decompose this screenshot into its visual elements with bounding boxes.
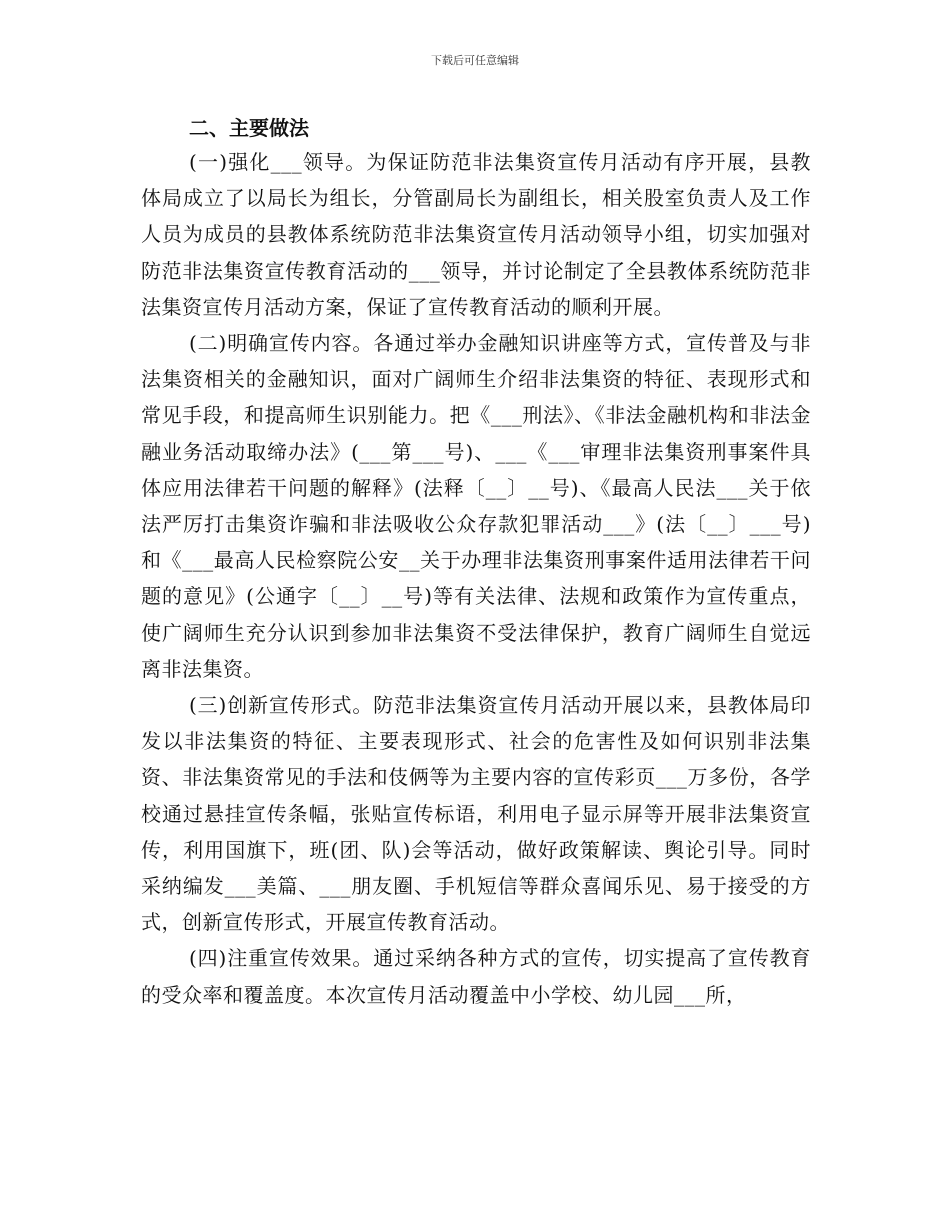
page-header: 下载后可任意编辑 xyxy=(431,54,519,67)
paragraph-4: (四)注重宣传效果。通过采纳各种方式的宣传，切实提高了宣传教育的受众率和覆盖度。本次宣传月活动覆盖中小学校、幼儿园___所， xyxy=(141,946,811,1007)
paragraph-3: (三)创新宣传形式。防范非法集资宣传月活动开展以来，县教体局印发以非法集资的特征、主要表现形式、社会的危害性及如何识别非法集资、非法集资常见的手法和伎俩等为主要内容的宣传彩页___万多份，各学校通过悬挂宣传条幅，张贴宣传标语，利用电子显示屏等开展非法集资宣传，利用国旗下，班(团、队)会等活动，做好政策解读、舆论引导。同时采纳编发___美篇、___朋友圈、手机短信等群众喜闻乐见、易于接受的方式，创新宣传形式，开展宣传教育活动。 xyxy=(141,693,811,935)
paragraph-2: (二)明确宣传内容。各通过举办金融知识讲座等方式，宣传普及与非法集资相关的金融知识，面对广阔师生介绍非法集资的特征、表现形式和常见手段，和提高师生识别能力。把《___刑法》、《非法金融机构和非法金融业务活动取缔办法》(___第___号)、___《___审理非法集资刑事案件具体应用法律若干问题的解释》(法释〔__〕__号)、《最高人民法___关于依法严厉打击集资诈骗和非法吸收公众存款犯罪活动___》(法〔__〕___号)和《___最高人民检察院公安__关于办理非法集资刑事案件适用法律若干问题的意见》(公通字〔__〕__号)等有关法律、法规和政策作为宣传重点，使广阔师生充分认识到参加非法集资不受法律保护，教育广阔师生自觉远离非法集资。 xyxy=(141,331,811,681)
paragraph-1: (一)强化___领导。为保证防范非法集资宣传月活动有序开展，县教体局成立了以局长为组长，分管副局长为副组长，相关股室负责人及工作人员为成员的县教体系统防范非法集资宣传月活动领导小组，切实加强对防范非法集资宣传教育活动的___领导，并讨论制定了全县教体系统防范非法集资宣传月活动方案，保证了宣传教育活动的顺利开展。 xyxy=(141,150,811,319)
section-heading: 二、主要做法 xyxy=(189,116,309,140)
document-body xyxy=(141,112,811,1013)
